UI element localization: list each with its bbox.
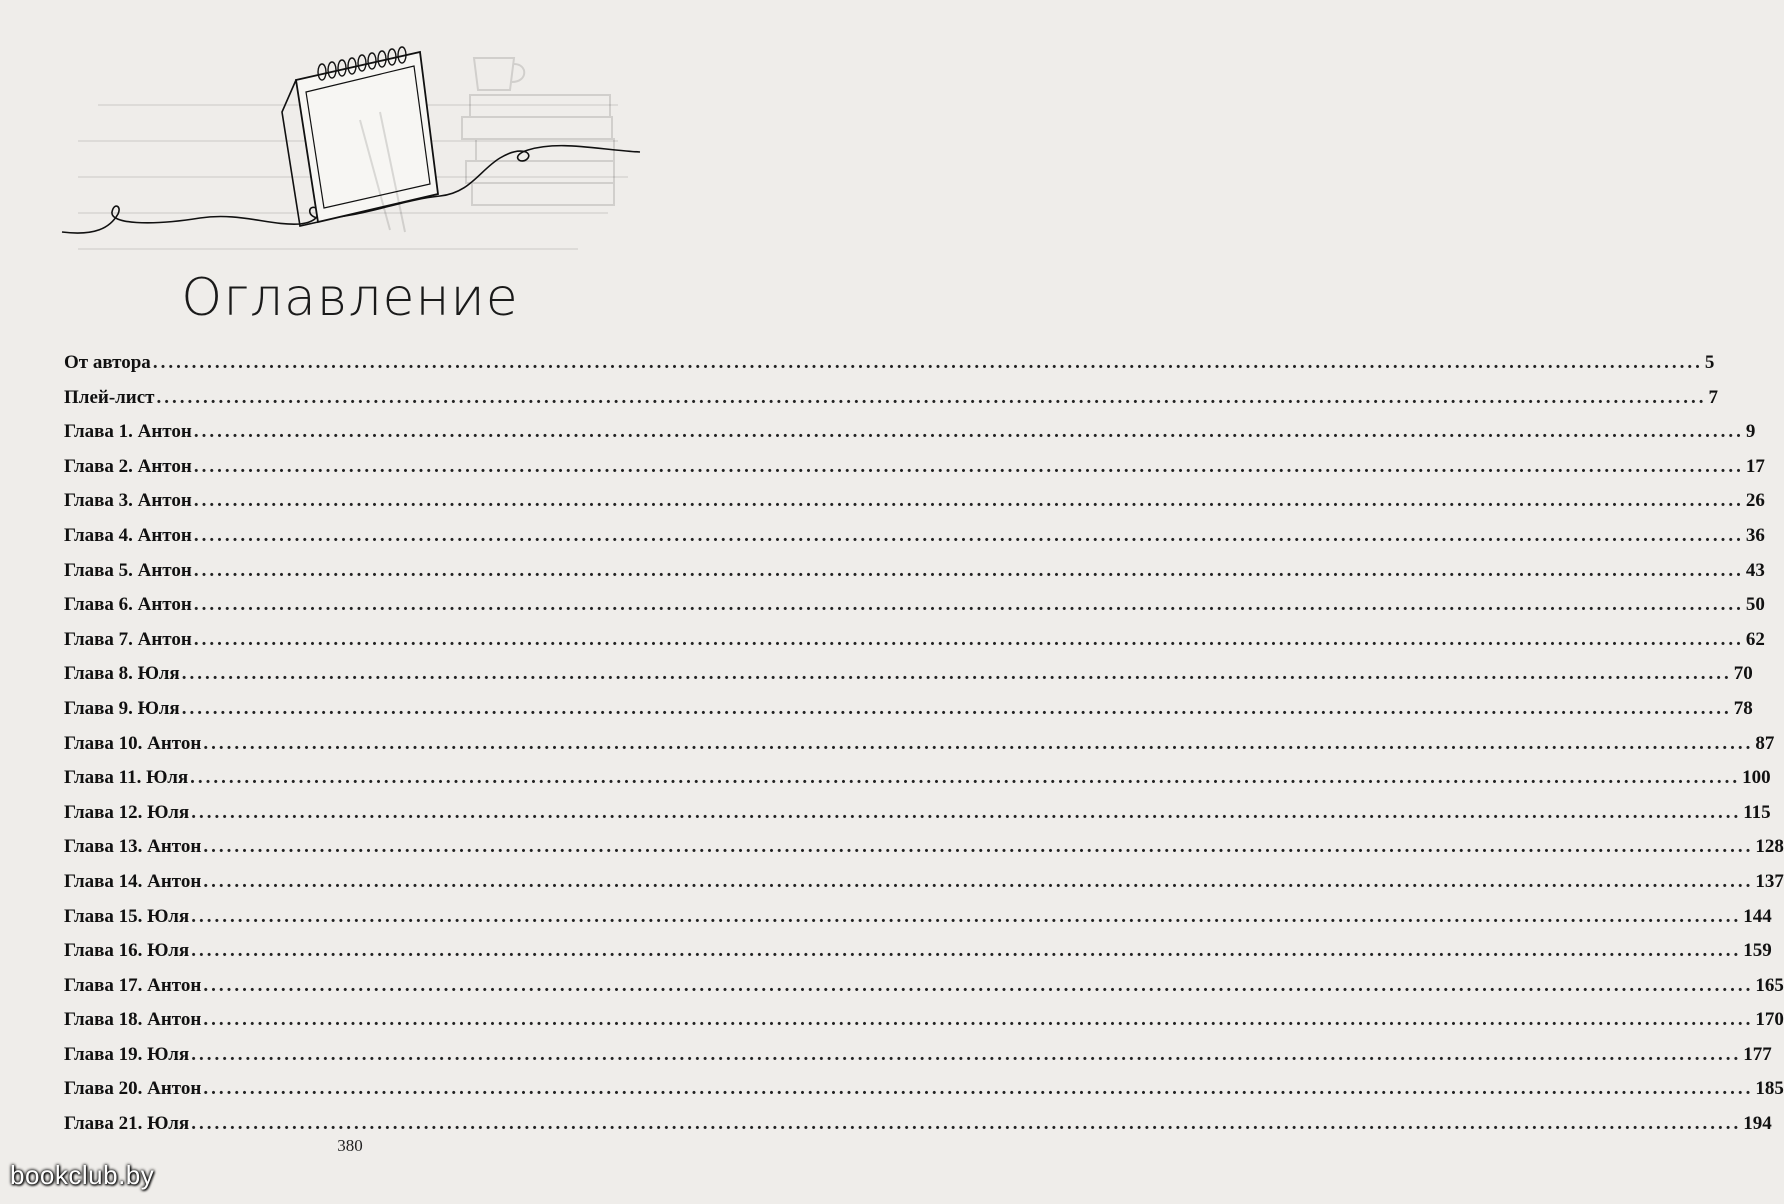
toc-entry — [64, 836, 1784, 871]
toc-entry — [64, 732, 1775, 768]
toc-entry-page: 87 — [1755, 732, 1775, 754]
toc-entry-label: Глава 17. Антон — [64, 974, 202, 996]
toc-entry — [64, 1009, 1784, 1044]
toc-leader-dots: ........................................................................................................................................................................................................ — [181, 663, 1732, 685]
toc-entry-page: 165 — [1755, 974, 1784, 996]
toc-entry-page: 26 — [1745, 490, 1765, 512]
toc-entry-label: Плей-лист — [64, 386, 155, 408]
toc-entry-page: 115 — [1743, 801, 1771, 823]
toc-entry-label: Глава 11. Юля — [64, 767, 189, 789]
toc-entry-label: Глава 8. Юля — [64, 663, 180, 685]
toc-entry-page: 50 — [1745, 594, 1765, 616]
toc-entry-label: Глава 5. Антон — [64, 559, 192, 581]
toc-leader-dots: ........................................................................................................................................................................................................ — [203, 836, 1754, 858]
watermark-logo: bookclub.by — [10, 1160, 155, 1190]
toc-entry — [64, 386, 1719, 422]
toc-entry-page: 137 — [1755, 870, 1784, 892]
toc-entry — [64, 421, 1756, 456]
toc-entry-label: Глава 1. Антон — [64, 421, 192, 443]
toc-entry-page: 170 — [1755, 1009, 1784, 1031]
toc-entry-label: Глава 21. Юля — [64, 1113, 190, 1135]
toc-leader-dots: ........................................................................................................................................................................................................ — [193, 594, 1744, 616]
page-title: Оглавление — [181, 268, 519, 328]
toc-entry-page: 78 — [1733, 697, 1753, 719]
toc-entry — [64, 490, 1765, 525]
toc-entry-page: 7 — [1708, 386, 1719, 408]
toc-entry-label: От автора — [64, 352, 151, 373]
toc-entry — [64, 1043, 1772, 1079]
toc-leader-dots: ........................................................................................................................................................................................................ — [193, 628, 1744, 650]
toc-entry-page: 17 — [1745, 455, 1765, 477]
toc-entry-page: 100 — [1742, 767, 1771, 789]
toc-leader-dots: ........................................................................................................................................................................................................ — [203, 974, 1754, 996]
toc-leader-dots: ........................................................................................................................................................................................................ — [152, 352, 1703, 373]
toc-entry — [64, 559, 1765, 595]
toc-entry-page: 70 — [1733, 663, 1753, 685]
toc-entry-label: Глава 6. Антон — [64, 594, 192, 616]
toc-entry-page: 128 — [1755, 836, 1784, 858]
toc-leader-dots: ........................................................................................................................................................................................................ — [203, 870, 1754, 892]
toc-entry-page: 43 — [1745, 559, 1765, 581]
toc-entry-label: Глава 9. Юля — [64, 697, 180, 719]
toc-entry-page: 194 — [1743, 1113, 1772, 1135]
toc-entry-page: 9 — [1745, 421, 1756, 443]
toc-leader-dots: ........................................................................................................................................................................................................ — [191, 801, 1742, 823]
calendar-icon — [282, 47, 438, 226]
toc-leader-dots: ........................................................................................................................................................................................................ — [181, 697, 1732, 719]
toc-entry — [64, 767, 1771, 802]
toc-leader-dots: ........................................................................................................................................................................................................ — [193, 421, 1744, 443]
toc-entry-label: Глава 20. Антон — [64, 1078, 202, 1100]
toc-entry-label: Глава 10. Антон — [64, 732, 202, 754]
toc-leader-dots: ........................................................................................................................................................................................................ — [193, 490, 1744, 512]
toc-entry — [64, 940, 1772, 975]
toc-entry — [64, 905, 1772, 941]
coffee-cup-icon — [474, 58, 524, 90]
toc-leader-dots: ........................................................................................................................................................................................................ — [203, 732, 1754, 754]
page-number: 380 — [337, 1136, 363, 1155]
toc-leader-dots: ........................................................................................................................................................................................................ — [156, 386, 1707, 408]
toc-entry — [64, 663, 1753, 698]
toc-entry-label: Глава 4. Антон — [64, 524, 192, 546]
toc-leader-dots: ........................................................................................................................................................................................................ — [191, 1113, 1742, 1135]
toc-entry — [64, 1078, 1784, 1113]
toc-leader-dots: ........................................................................................................................................................................................................ — [191, 1043, 1742, 1065]
toc-entry — [64, 974, 1784, 1010]
toc-entry — [64, 801, 1771, 837]
table-of-contents — [64, 352, 1784, 1148]
toc-entry-label: Глава 15. Юля — [64, 905, 190, 927]
toc-leader-dots: ........................................................................................................................................................................................................ — [193, 559, 1744, 581]
toc-leader-dots: ........................................................................................................................................................................................................ — [203, 1078, 1754, 1100]
toc-entry-label: Глава 3. Антон — [64, 490, 192, 512]
toc-leader-dots: ........................................................................................................................................................................................................ — [203, 1009, 1754, 1031]
toc-entry-label: Глава 14. Антон — [64, 870, 202, 892]
toc-entry — [64, 594, 1765, 629]
toc-entry — [64, 697, 1753, 733]
toc-entry — [64, 524, 1765, 560]
toc-leader-dots: ........................................................................................................................................................................................................ — [190, 767, 1741, 789]
toc-entry-label: Глава 16. Юля — [64, 940, 190, 962]
toc-entry — [64, 870, 1784, 906]
toc-entry-label: Глава 2. Антон — [64, 455, 192, 477]
toc-leader-dots: ........................................................................................................................................................................................................ — [191, 905, 1742, 927]
toc-entry-label: Глава 19. Юля — [64, 1043, 190, 1065]
toc-entry-page: 5 — [1704, 352, 1715, 373]
toc-leader-dots: ........................................................................................................................................................................................................ — [191, 940, 1742, 962]
toc-entry-page: 62 — [1745, 628, 1765, 650]
toc-entry-label: Глава 18. Антон — [64, 1009, 202, 1031]
toc-entry-label: Глава 7. Антон — [64, 628, 192, 650]
toc-entry — [64, 628, 1765, 664]
toc-leader-dots: ........................................................................................................................................................................................................ — [193, 524, 1744, 546]
toc-entry — [64, 455, 1765, 491]
toc-entry — [64, 352, 1715, 387]
toc-entry-page: 159 — [1743, 940, 1772, 962]
toc-entry-page: 36 — [1745, 524, 1765, 546]
toc-entry-label: Глава 13. Антон — [64, 836, 202, 858]
toc-entry-page: 144 — [1743, 905, 1772, 927]
toc-entry-page: 185 — [1755, 1078, 1784, 1100]
header-illustration — [0, 0, 700, 260]
toc-entry-label: Глава 12. Юля — [64, 801, 190, 823]
toc-leader-dots: ........................................................................................................................................................................................................ — [193, 455, 1744, 477]
toc-entry-page: 177 — [1743, 1043, 1772, 1065]
